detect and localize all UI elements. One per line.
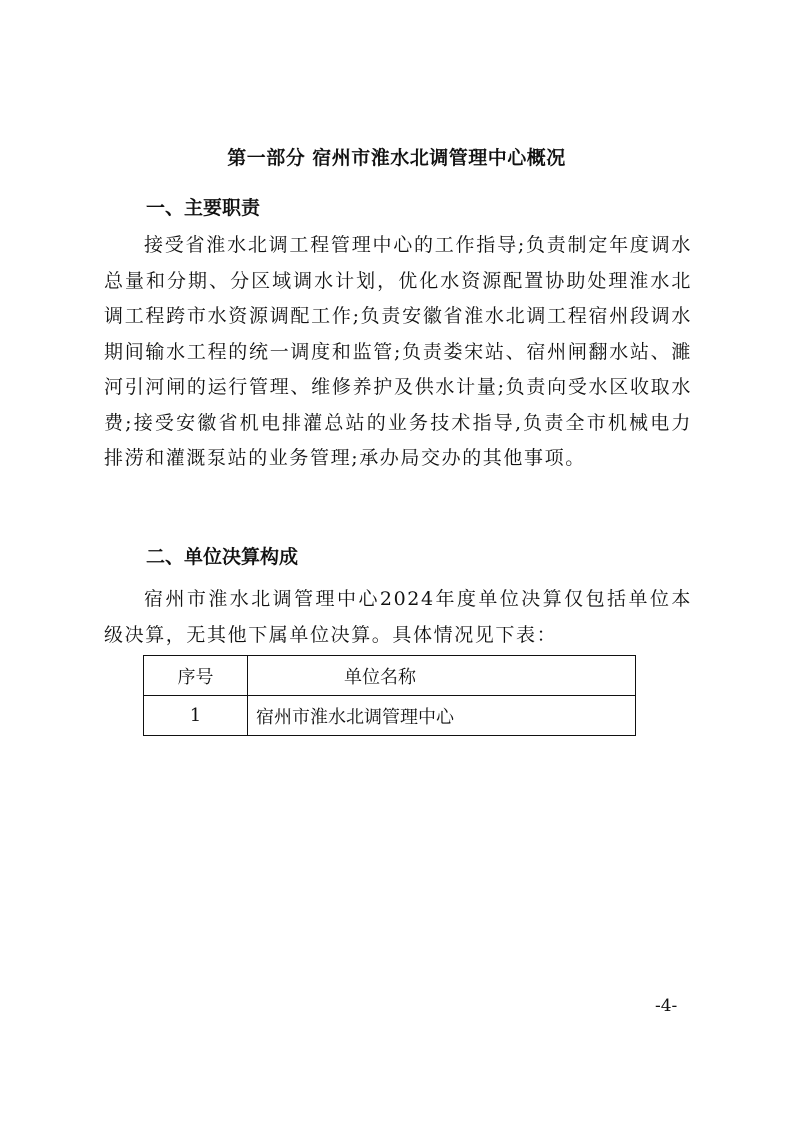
table-cell-index: 1 bbox=[144, 696, 248, 736]
duties-paragraph: 接受省淮水北调工程管理中心的工作指导;负责制定年度调水总量和分期、分区域调水计划，优化水资源配置协助处理淮水北调工程跨市水资源调配工作;负责安徽省淮水北调工程宿州段调水期间输水工程的统一调度和监管;负责娄宋站、宿州闸翻水站、濉河引河闸的运行管理、维修养护及供水计量;负责向受水区收取水费;接受安徽省机电排灌总站的业务技术指导,负责全市机械电力排涝和灌溉泵站的业务管理;承办局交办的其他事项。 bbox=[104, 234, 692, 469]
page-title: 第一部分 宿州市淮水北调管理中心概况 bbox=[227, 147, 566, 169]
page-number: -4- bbox=[655, 996, 678, 1016]
unit-table bbox=[143, 655, 636, 736]
section-heading-duties: 一、主要职责 bbox=[146, 197, 261, 219]
table-header-index: 序号 bbox=[144, 656, 248, 696]
section-heading-composition: 二、单位决算构成 bbox=[146, 546, 299, 568]
table-header-row bbox=[144, 656, 636, 696]
table-header-unit-name: 单位名称 bbox=[248, 656, 636, 696]
table-cell-unit-name: 宿州市淮水北调管理中心 bbox=[248, 696, 636, 736]
composition-paragraph: 宿州市淮水北调管理中心2024年度单位决算仅包括单位本级决算，无其他下属单位决算。具体情况见下表： bbox=[104, 588, 692, 646]
table-row bbox=[144, 696, 636, 736]
